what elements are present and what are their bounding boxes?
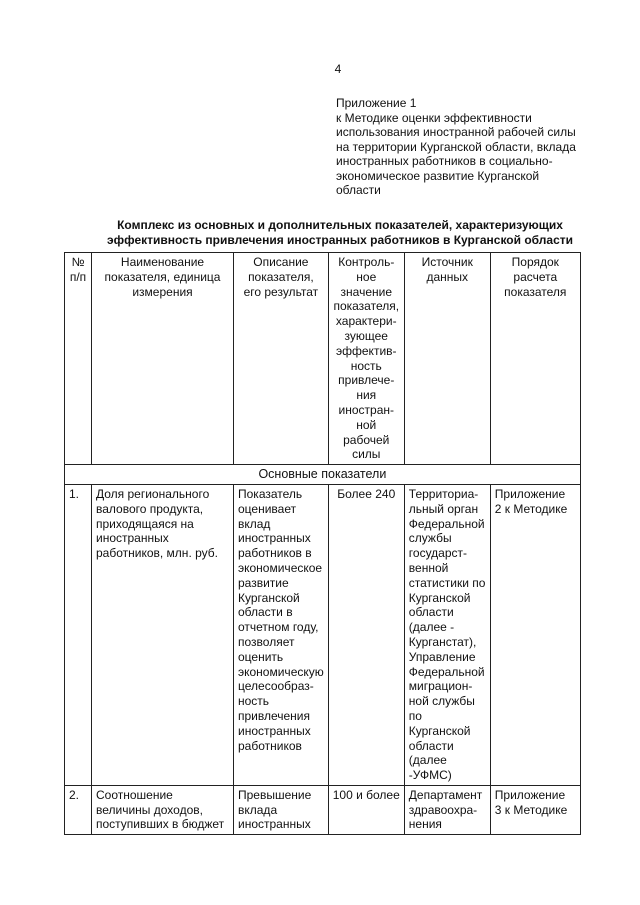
control-value-line: 100 и более	[332, 787, 400, 802]
data-source	[404, 785, 490, 834]
row-number: 1.	[65, 484, 92, 785]
data-source-line: области	[408, 605, 454, 620]
indicator-description-line: работников	[238, 738, 302, 753]
indicator-name-line: величины доходов,	[96, 802, 203, 817]
data-source-line: (далее -	[408, 620, 455, 635]
title-line: Комплекс из основных и дополнительных показателей, характеризующих	[117, 218, 563, 232]
page-number: 4	[334, 62, 342, 76]
indicator-description-line: ность	[238, 694, 270, 709]
control-value	[328, 785, 404, 834]
data-source-line: области	[408, 738, 454, 753]
indicator-name-line: работников, млн. руб.	[96, 546, 218, 561]
indicator-name-line: приходящаяся на	[96, 516, 194, 531]
indicator-description-line: оценивает	[238, 501, 297, 516]
section-row	[65, 465, 581, 485]
header-line: силы	[352, 447, 381, 462]
header-line: №	[71, 255, 85, 269]
data-source-line: здравоохра-	[408, 802, 478, 817]
indicator-description-line: позволяет	[238, 634, 295, 649]
data-source-line: нения	[408, 817, 442, 832]
row-number: 2.	[65, 785, 92, 834]
data-source-line: Управление	[408, 649, 476, 664]
data-source-line: Федеральной	[408, 516, 485, 531]
indicator-description-line: Превышение	[238, 787, 312, 802]
indicator-description-line: экономическое	[238, 560, 323, 575]
calculation-order-line: 3 к Методике	[494, 802, 568, 817]
indicator-description-line: области в	[238, 605, 293, 620]
header-line: ное	[356, 269, 377, 284]
data-source-line: службы	[408, 531, 452, 546]
table-row	[65, 484, 581, 785]
indicator-name-line: Соотношение	[96, 787, 173, 802]
header-control-value	[328, 253, 404, 465]
header-line: зующее	[344, 328, 388, 343]
indicator-description-line: отчетном году,	[238, 620, 319, 635]
data-source-line: Курганской	[408, 590, 471, 605]
indicator-name-line: Доля регионального	[96, 486, 210, 501]
data-source-line: венной	[408, 560, 449, 575]
data-source-line: статистики по	[408, 575, 486, 590]
header-line: рабочей	[343, 432, 390, 447]
header-line: ния	[356, 388, 377, 403]
indicator-name	[92, 484, 234, 785]
indicator-description-line: иностранных	[238, 817, 311, 832]
data-source-line: Департамент	[408, 787, 483, 802]
header-line: Описание	[253, 255, 309, 269]
appendix-line: Приложение 1	[336, 96, 417, 110]
indicator-description-line: вклада	[238, 802, 278, 817]
indicator-name-line: валового продукта,	[96, 501, 204, 516]
indicator-description-line: привлечения	[238, 708, 311, 723]
header-line: показателя	[504, 284, 567, 299]
table-row	[65, 785, 581, 834]
data-source-line: ной службы	[408, 694, 475, 709]
title-line: эффективность привлечения иностранных работников в Курганской области	[106, 233, 574, 247]
header-line: Наименование	[120, 255, 205, 269]
indicator-description-line: иностранных	[238, 531, 311, 546]
indicator-description-line: работников в	[238, 546, 312, 561]
indicator-description-line: вклад	[238, 516, 271, 531]
indicators-table	[64, 252, 581, 835]
header-line: измерения	[132, 284, 193, 299]
section-title: Основные показатели	[65, 465, 581, 485]
data-source-line: Федеральной	[408, 664, 485, 679]
appendix-line: иностранных работников в социально-	[336, 154, 553, 168]
indicator-description-line: целесообраз-	[238, 679, 314, 694]
header-line: значение	[340, 284, 392, 299]
indicator-description-line: иностранных	[238, 723, 311, 738]
data-source-line: (далее	[408, 753, 447, 768]
document-title	[60, 218, 620, 248]
appendix-line: на территории Курганской области, вклада	[336, 139, 576, 154]
calculation-order-line: 2 к Методике	[494, 501, 568, 516]
header-line: п/п	[69, 269, 87, 284]
indicator-description-line: Курганской	[238, 590, 300, 605]
header-line: расчета	[513, 269, 558, 284]
header-line: привлече-	[338, 373, 395, 388]
control-value-line: Более 240	[337, 486, 396, 501]
header-line: его результат	[243, 284, 319, 299]
data-source-line: Территориа-	[408, 486, 479, 501]
appendix-line: экономическое развитие Курганской	[336, 168, 540, 183]
header-line: Источник	[421, 255, 473, 269]
indicator-description-line: оценить	[238, 649, 284, 664]
appendix-line: области	[336, 183, 381, 197]
header-line: ной	[356, 417, 377, 432]
indicator-description	[234, 484, 329, 785]
header-line: показателя,	[248, 269, 314, 284]
data-source-line: -УФМС)	[408, 768, 452, 783]
header-number	[65, 253, 92, 465]
indicator-name-line: иностранных	[96, 531, 169, 546]
indicator-description	[234, 785, 329, 834]
data-source-line: Курганской	[408, 723, 471, 738]
data-source-line: государст-	[408, 546, 468, 561]
header-line: данных	[426, 269, 469, 284]
indicator-name	[92, 785, 234, 834]
indicator-description-line: экономическую	[238, 664, 324, 679]
calculation-order	[490, 785, 580, 834]
header-line: эффектив-	[336, 343, 397, 358]
header-name	[92, 253, 234, 465]
data-source-line: Курганстат),	[408, 634, 477, 649]
indicator-description-line: развитие	[238, 575, 289, 590]
header-line: иностран-	[338, 402, 394, 417]
control-value	[328, 484, 404, 785]
data-source-line: по	[408, 708, 422, 723]
indicator-description-line: Показатель	[238, 486, 303, 501]
data-source	[404, 484, 490, 785]
data-source-line: льный орган	[408, 501, 479, 516]
data-source-line: миграцион-	[408, 679, 473, 694]
header-line: Контроль-	[338, 255, 395, 269]
header-line: Порядок	[511, 255, 559, 269]
indicator-name-line: поступивших в бюджет	[96, 817, 225, 832]
table-header-row	[65, 253, 581, 465]
appendix-line: использования иностранной рабочей силы	[336, 125, 576, 139]
calculation-order-line: Приложение	[494, 486, 566, 501]
header-line: показателя,	[333, 299, 400, 314]
calculation-order	[490, 484, 580, 785]
header-calculation	[490, 253, 580, 465]
header-line: показателя, единица	[104, 269, 221, 284]
header-source	[404, 253, 490, 465]
appendix-line: к Методике оценки эффективности	[336, 110, 532, 125]
calculation-order-line: Приложение	[494, 787, 566, 802]
header-line: ность	[350, 358, 382, 373]
header-line: характери-	[335, 314, 397, 329]
header-description	[234, 253, 329, 465]
appendix-note	[336, 96, 596, 198]
